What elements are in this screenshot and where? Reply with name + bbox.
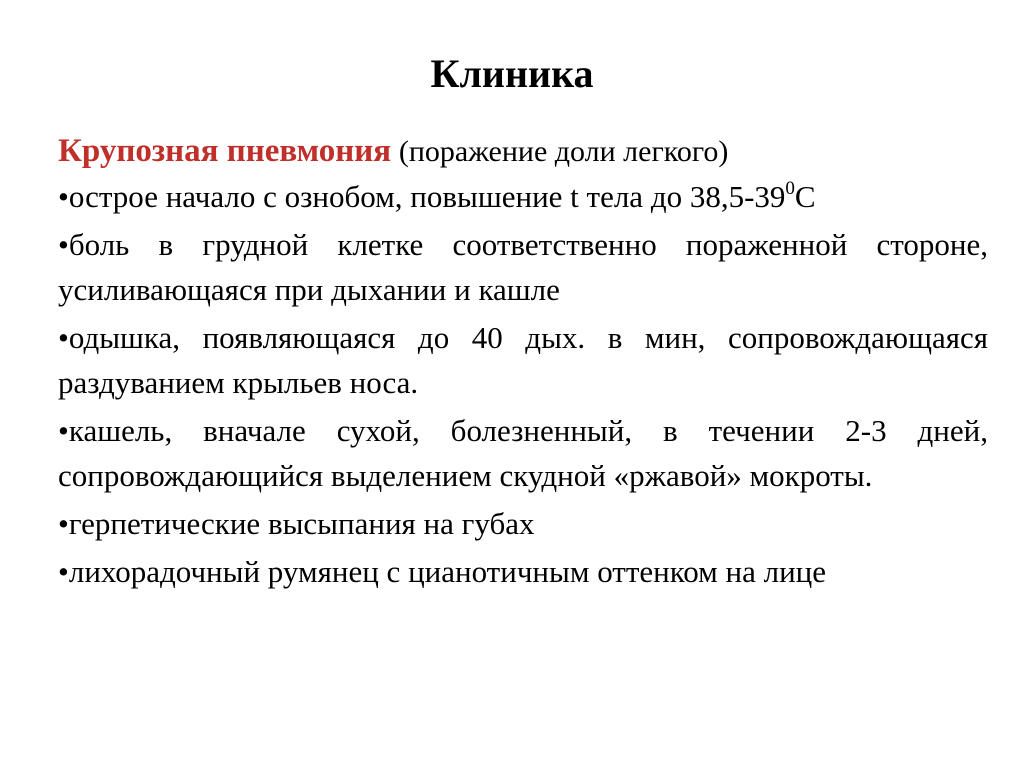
- bullet-text: •одышка, появляющаяся до 40 дых. в мин, сопровождающаяся раздуванием крыльев носа.: [58, 320, 988, 400]
- slide-content: [58, 128, 988, 597]
- subtitle-note: (поражение доли легкого): [398, 135, 729, 168]
- subtitle-main: Крупозная пневмония: [58, 133, 392, 169]
- subtitle: [58, 128, 988, 174]
- bullet-item: [58, 408, 988, 498]
- bullet-text-unit: С: [794, 179, 816, 214]
- degree-superscript: 0: [785, 177, 795, 199]
- bullet-text: •герпетические высыпания на губах: [58, 506, 535, 541]
- bullet-text: •кашель, вначале сухой, болезненный, в течении 2-3 дней, сопровождающийся выделением скудной «ржавой» мокроты.: [58, 413, 988, 493]
- bullet-item: [58, 315, 988, 405]
- bullet-text: •лихорадочный румянец с цианотичным оттенком на лице: [58, 554, 827, 589]
- bullet-text: [58, 179, 816, 214]
- bullet-text: •боль в грудной клетке соответственно пораженной стороне, усиливающаяся при дыхании и кашле: [58, 227, 988, 307]
- bullet-item: [58, 501, 988, 546]
- bullet-item: [58, 549, 988, 594]
- slide-title: Клиника: [430, 51, 594, 96]
- bullet-item: [58, 222, 988, 312]
- bullet-text-main: •острое начало с ознобом, повышение t тела до 38,5-39: [58, 179, 786, 214]
- bullet-item: [58, 174, 988, 219]
